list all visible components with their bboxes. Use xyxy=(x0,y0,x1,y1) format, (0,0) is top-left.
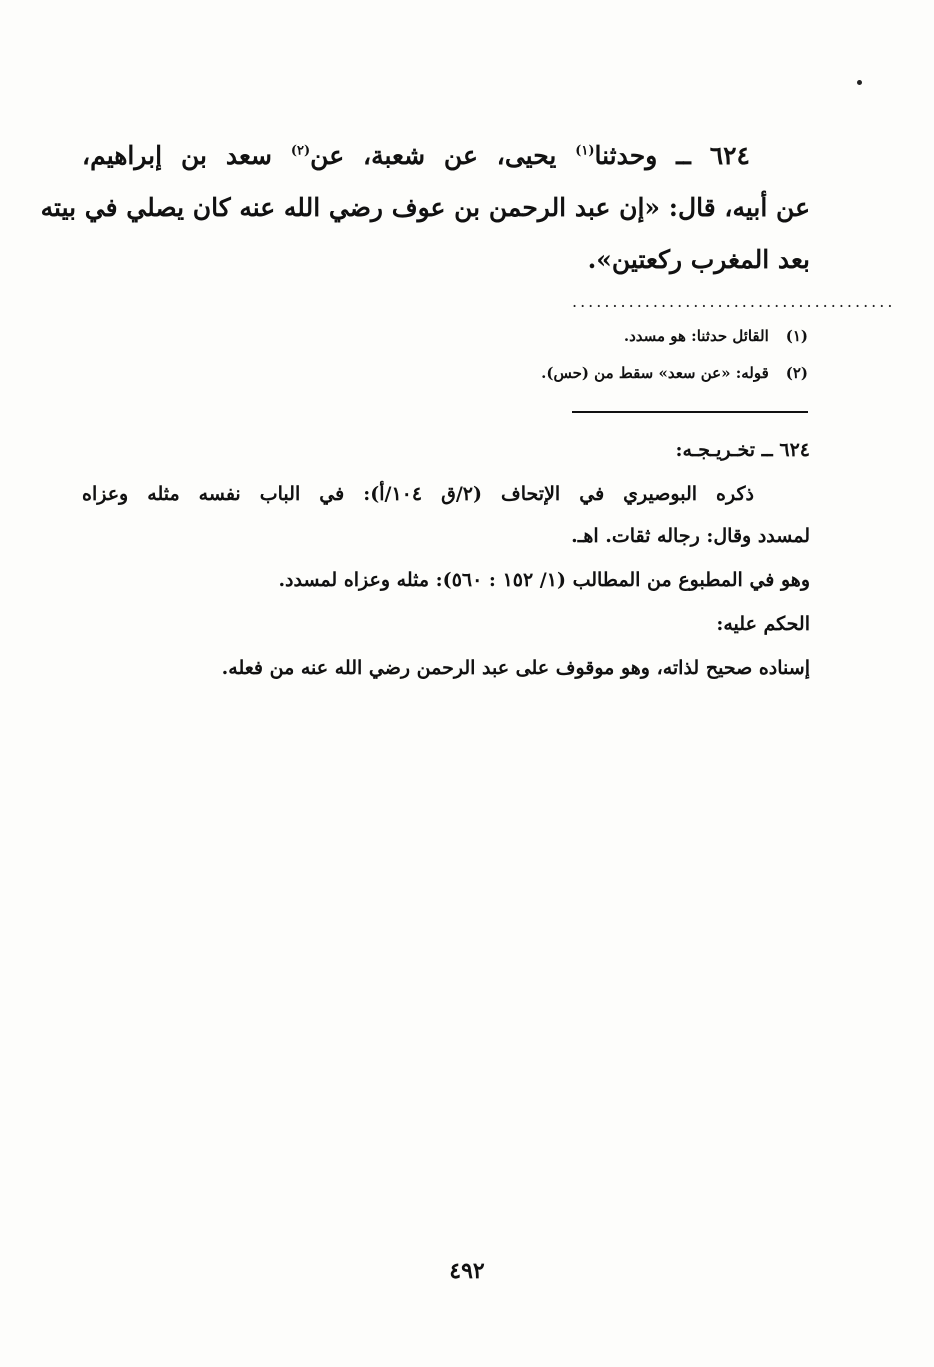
hadith-line-3: بعد المغرب ركعتين». xyxy=(587,245,810,274)
hadith-line-2: عن أبيه، قال: «إن عبد الرحمن بن عوف رضي الله عنه كان يصلي في بيته xyxy=(40,193,810,222)
takhrij-para1-line2: لمسدد وقال: رجاله ثقات. اهـ. xyxy=(571,525,810,547)
footnote-number: (٢) xyxy=(785,364,808,382)
page-number: ٤٩٢ xyxy=(449,1258,485,1284)
footnote-text: قوله: «عن سعد» سقط من (حس). xyxy=(541,364,769,382)
footnote-separator: ........................................ xyxy=(572,292,896,311)
footnote-marker-1: (١) xyxy=(575,143,595,159)
ruling-text: إسناده صحيح لذاته، وهو موقوف على عبد الرحمن رضي الله عنه من فعله. xyxy=(221,657,810,679)
hadith-text xyxy=(40,130,810,286)
takhrij-heading: ٦٢٤ ــ تخـريـجـه: xyxy=(675,439,810,461)
footnote-marker-2: (٢) xyxy=(290,143,311,159)
section-rule xyxy=(572,411,808,413)
takhrij-para1-line1: ذكره البوصيري في الإتحاف (٢/ق ١٠٤/أ): في الباب نفسه مثله وعزاه xyxy=(82,483,754,505)
hadith-line-1: ٦٢٤ ــ وحدثنا$^{(١)}$ يحيى، عن شعبة، عن$^{(٢)}$ سعد بن إبراهيم، xyxy=(82,141,750,170)
footnote-1 xyxy=(300,325,808,347)
ruling-heading: الحكم عليه: xyxy=(716,613,810,635)
ink-dot xyxy=(857,80,862,85)
footnote-text: القائل حدثنا: هو مسدد. xyxy=(623,327,769,345)
takhrij-para2: وهو في المطبوع من المطالب (١/ ١٥٢ : ٥٦٠): مثله وعزاه لمسدد. xyxy=(278,569,810,591)
footnote-2 xyxy=(300,362,808,384)
footnote-number: (١) xyxy=(785,327,808,345)
